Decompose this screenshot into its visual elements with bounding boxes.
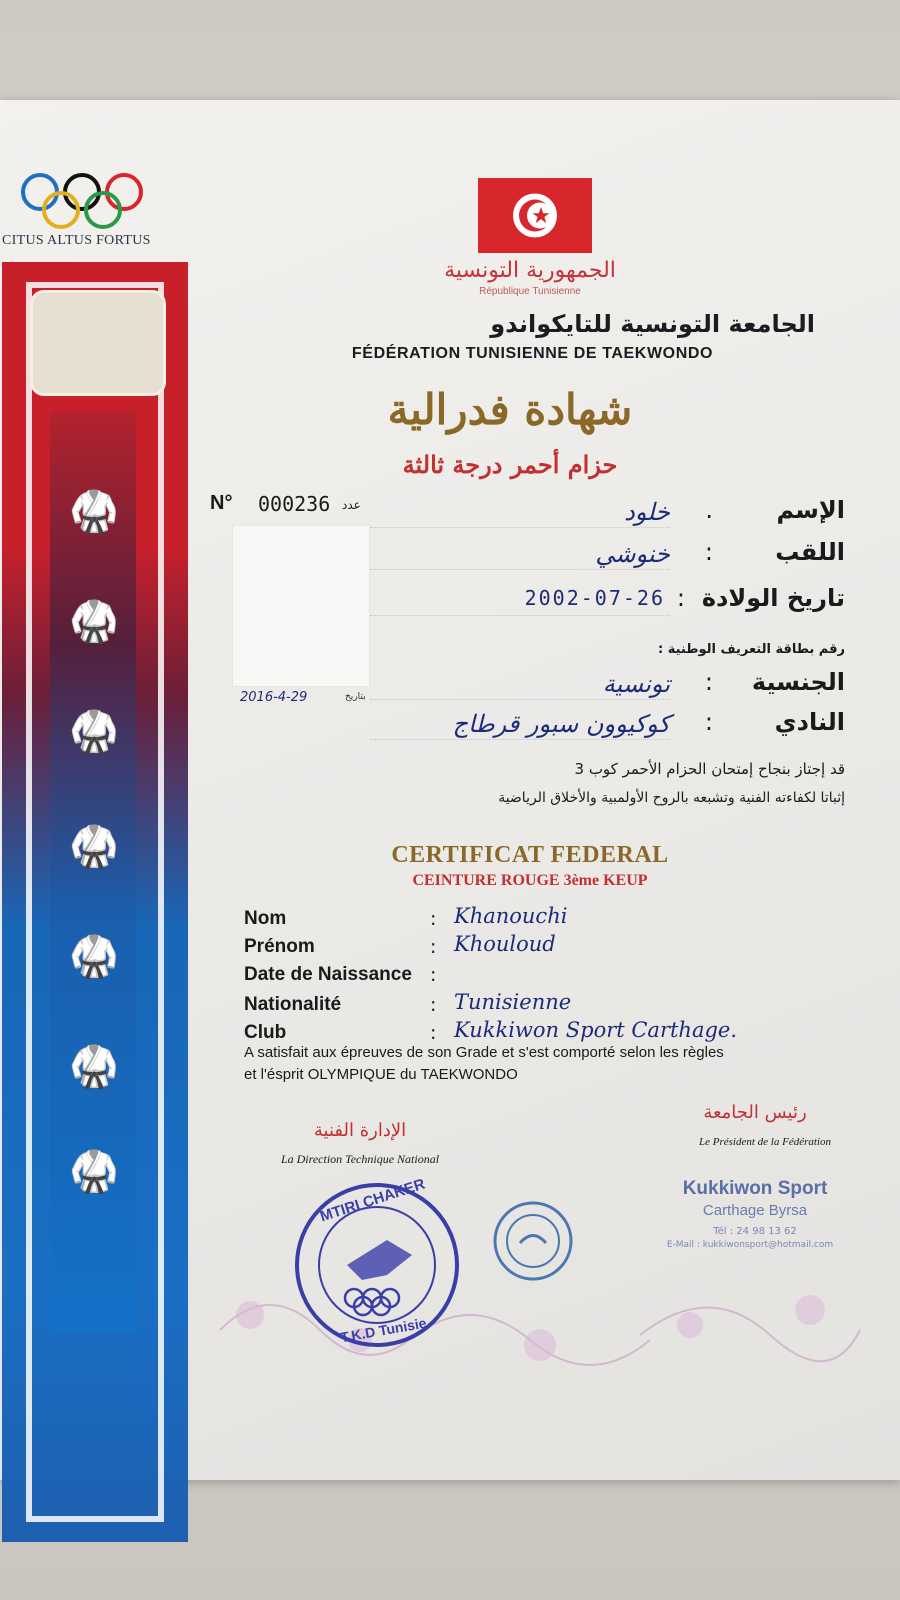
field-value: تونسية xyxy=(602,670,670,698)
president-french: Le Président de la Fédération xyxy=(699,1136,831,1148)
athlete-figure-icon: 🥋 xyxy=(69,599,119,645)
field-arabic-last-name: اللقب : خنوشي xyxy=(370,538,845,576)
field-arabic-birthdate: تاريخ الولادة : 2002-07-26 xyxy=(370,584,845,622)
club-stamp-name: Kukkiwon Sport xyxy=(682,1178,828,1199)
field-label: تاريخ الولادة xyxy=(701,584,845,612)
federation-emblem-icon xyxy=(30,290,166,396)
athlete-figure-icon: 🥋 xyxy=(69,1149,119,1195)
tunisia-flag-icon xyxy=(478,178,592,253)
field-label: اللقب xyxy=(775,538,845,566)
field-french-nom: Nom : Khanouchi xyxy=(244,904,568,930)
field-value: خلود xyxy=(624,498,670,526)
olympic-motto: CITUS ALTUS FORTUS xyxy=(2,233,151,248)
photo-placeholder xyxy=(232,525,370,687)
number-label: N° xyxy=(210,492,233,514)
statement-arabic-line2: إثباتا لكفاءته الفنية وتشبعه بالروح الأولمبية والأخلاق الرياضية xyxy=(498,790,845,806)
statement-arabic-line1: قد إجتاز بنجاح إمتحان الحزام الأحمر كوب 3 xyxy=(574,760,845,778)
field-arabic-nationality: الجنسية : تونسية xyxy=(370,668,845,706)
field-french-prenom: Prénom : Khouloud xyxy=(244,932,556,958)
certificate-subtitle-french: CEINTURE ROUGE 3ème KEUP xyxy=(412,872,648,889)
club-stamp-email: E-Mail : kukkiwonsport@hotmail.com xyxy=(666,1240,834,1250)
athlete-figure-icon: 🥋 xyxy=(69,934,119,980)
statement-french-line1: A satisfait aux épreuves de son Grade et s'est comporté selon les règles xyxy=(244,1044,724,1061)
field-value: Tunisienne xyxy=(454,990,572,1014)
athlete-figure-icon: 🥋 xyxy=(69,1044,119,1090)
olympic-rings-icon xyxy=(18,170,148,235)
certificate-title-french: CERTIFICAT FEDERAL xyxy=(391,842,669,868)
field-value: Khouloud xyxy=(454,932,556,956)
field-label: Prénom xyxy=(244,936,315,957)
club-stamp-city: Carthage Byrsa xyxy=(702,1202,808,1219)
certificate-paper xyxy=(0,100,900,1480)
club-seal-icon xyxy=(490,1198,576,1284)
athlete-figure-icon: 🥋 xyxy=(69,489,119,535)
issue-date-label: بتاريخ xyxy=(345,692,366,702)
club-stamp-phone: Tél : 24 98 13 62 xyxy=(713,1226,797,1237)
federation-arabic: الجامعة التونسية للتايكواندو xyxy=(490,310,815,338)
stamp-bottom-text: T.K.D Tunisie xyxy=(339,1314,428,1346)
field-label: Club xyxy=(244,1022,287,1043)
field-french-nationality: Nationalité : Tunisienne xyxy=(244,990,572,1016)
number-label-arabic: عدد xyxy=(342,498,361,512)
decorative-border-band xyxy=(2,262,188,1542)
certificate-title-arabic: شهادة فدرالية xyxy=(387,385,633,434)
republic-french: République Tunisienne xyxy=(479,286,581,297)
athlete-figure-icon: 🥋 xyxy=(69,709,119,755)
id-card-label: رقم بطاقة التعريف الوطنية : xyxy=(658,642,845,657)
field-label: Nom xyxy=(244,908,287,929)
field-label: Nationalité xyxy=(244,994,342,1015)
federation-french: FÉDÉRATION TUNISIENNE DE TAEKWONDO xyxy=(351,345,714,362)
field-french-birthdate: Date de Naissance : xyxy=(244,964,437,986)
field-arabic-first-name: الإسم . خلود xyxy=(370,496,845,534)
technical-direction-french: La Direction Technique National xyxy=(280,1152,440,1166)
issue-date: 2016-4-29 xyxy=(240,690,308,705)
field-label: الجنسية xyxy=(751,668,845,696)
field-label: النادي xyxy=(774,708,845,736)
field-label: الإسم xyxy=(776,496,845,524)
field-value: 2002-07-26 xyxy=(524,586,665,610)
stamp-top-text: MTIRI CHAKER xyxy=(318,1175,428,1226)
certificate-number: 000236 xyxy=(258,492,331,516)
statement-french-line2: et l'ésprit OLYMPIQUE du TAEKWONDO xyxy=(244,1066,518,1083)
field-value: خنوشي xyxy=(595,540,670,568)
field-french-club: Club : Kukkiwon Sport Carthage. xyxy=(244,1018,738,1044)
certificate-subtitle-arabic: حزام أحمر درجة ثالثة xyxy=(402,450,618,479)
field-arabic-club: النادي : كوكيوون سبور قرطاج xyxy=(370,708,845,746)
field-value: Khanouchi xyxy=(454,904,568,928)
republic-arabic: الجمهورية التونسية xyxy=(444,258,616,283)
field-value: Kukkiwon Sport Carthage. xyxy=(454,1018,738,1042)
technical-direction-arabic: الإدارة الفنية xyxy=(313,1120,407,1141)
athlete-figure-icon: 🥋 xyxy=(69,824,119,870)
president-arabic: رئيس الجامعة xyxy=(703,1102,807,1123)
field-value: كوكيوون سبور قرطاج xyxy=(452,710,670,738)
field-label: Date de Naissance xyxy=(244,964,412,985)
